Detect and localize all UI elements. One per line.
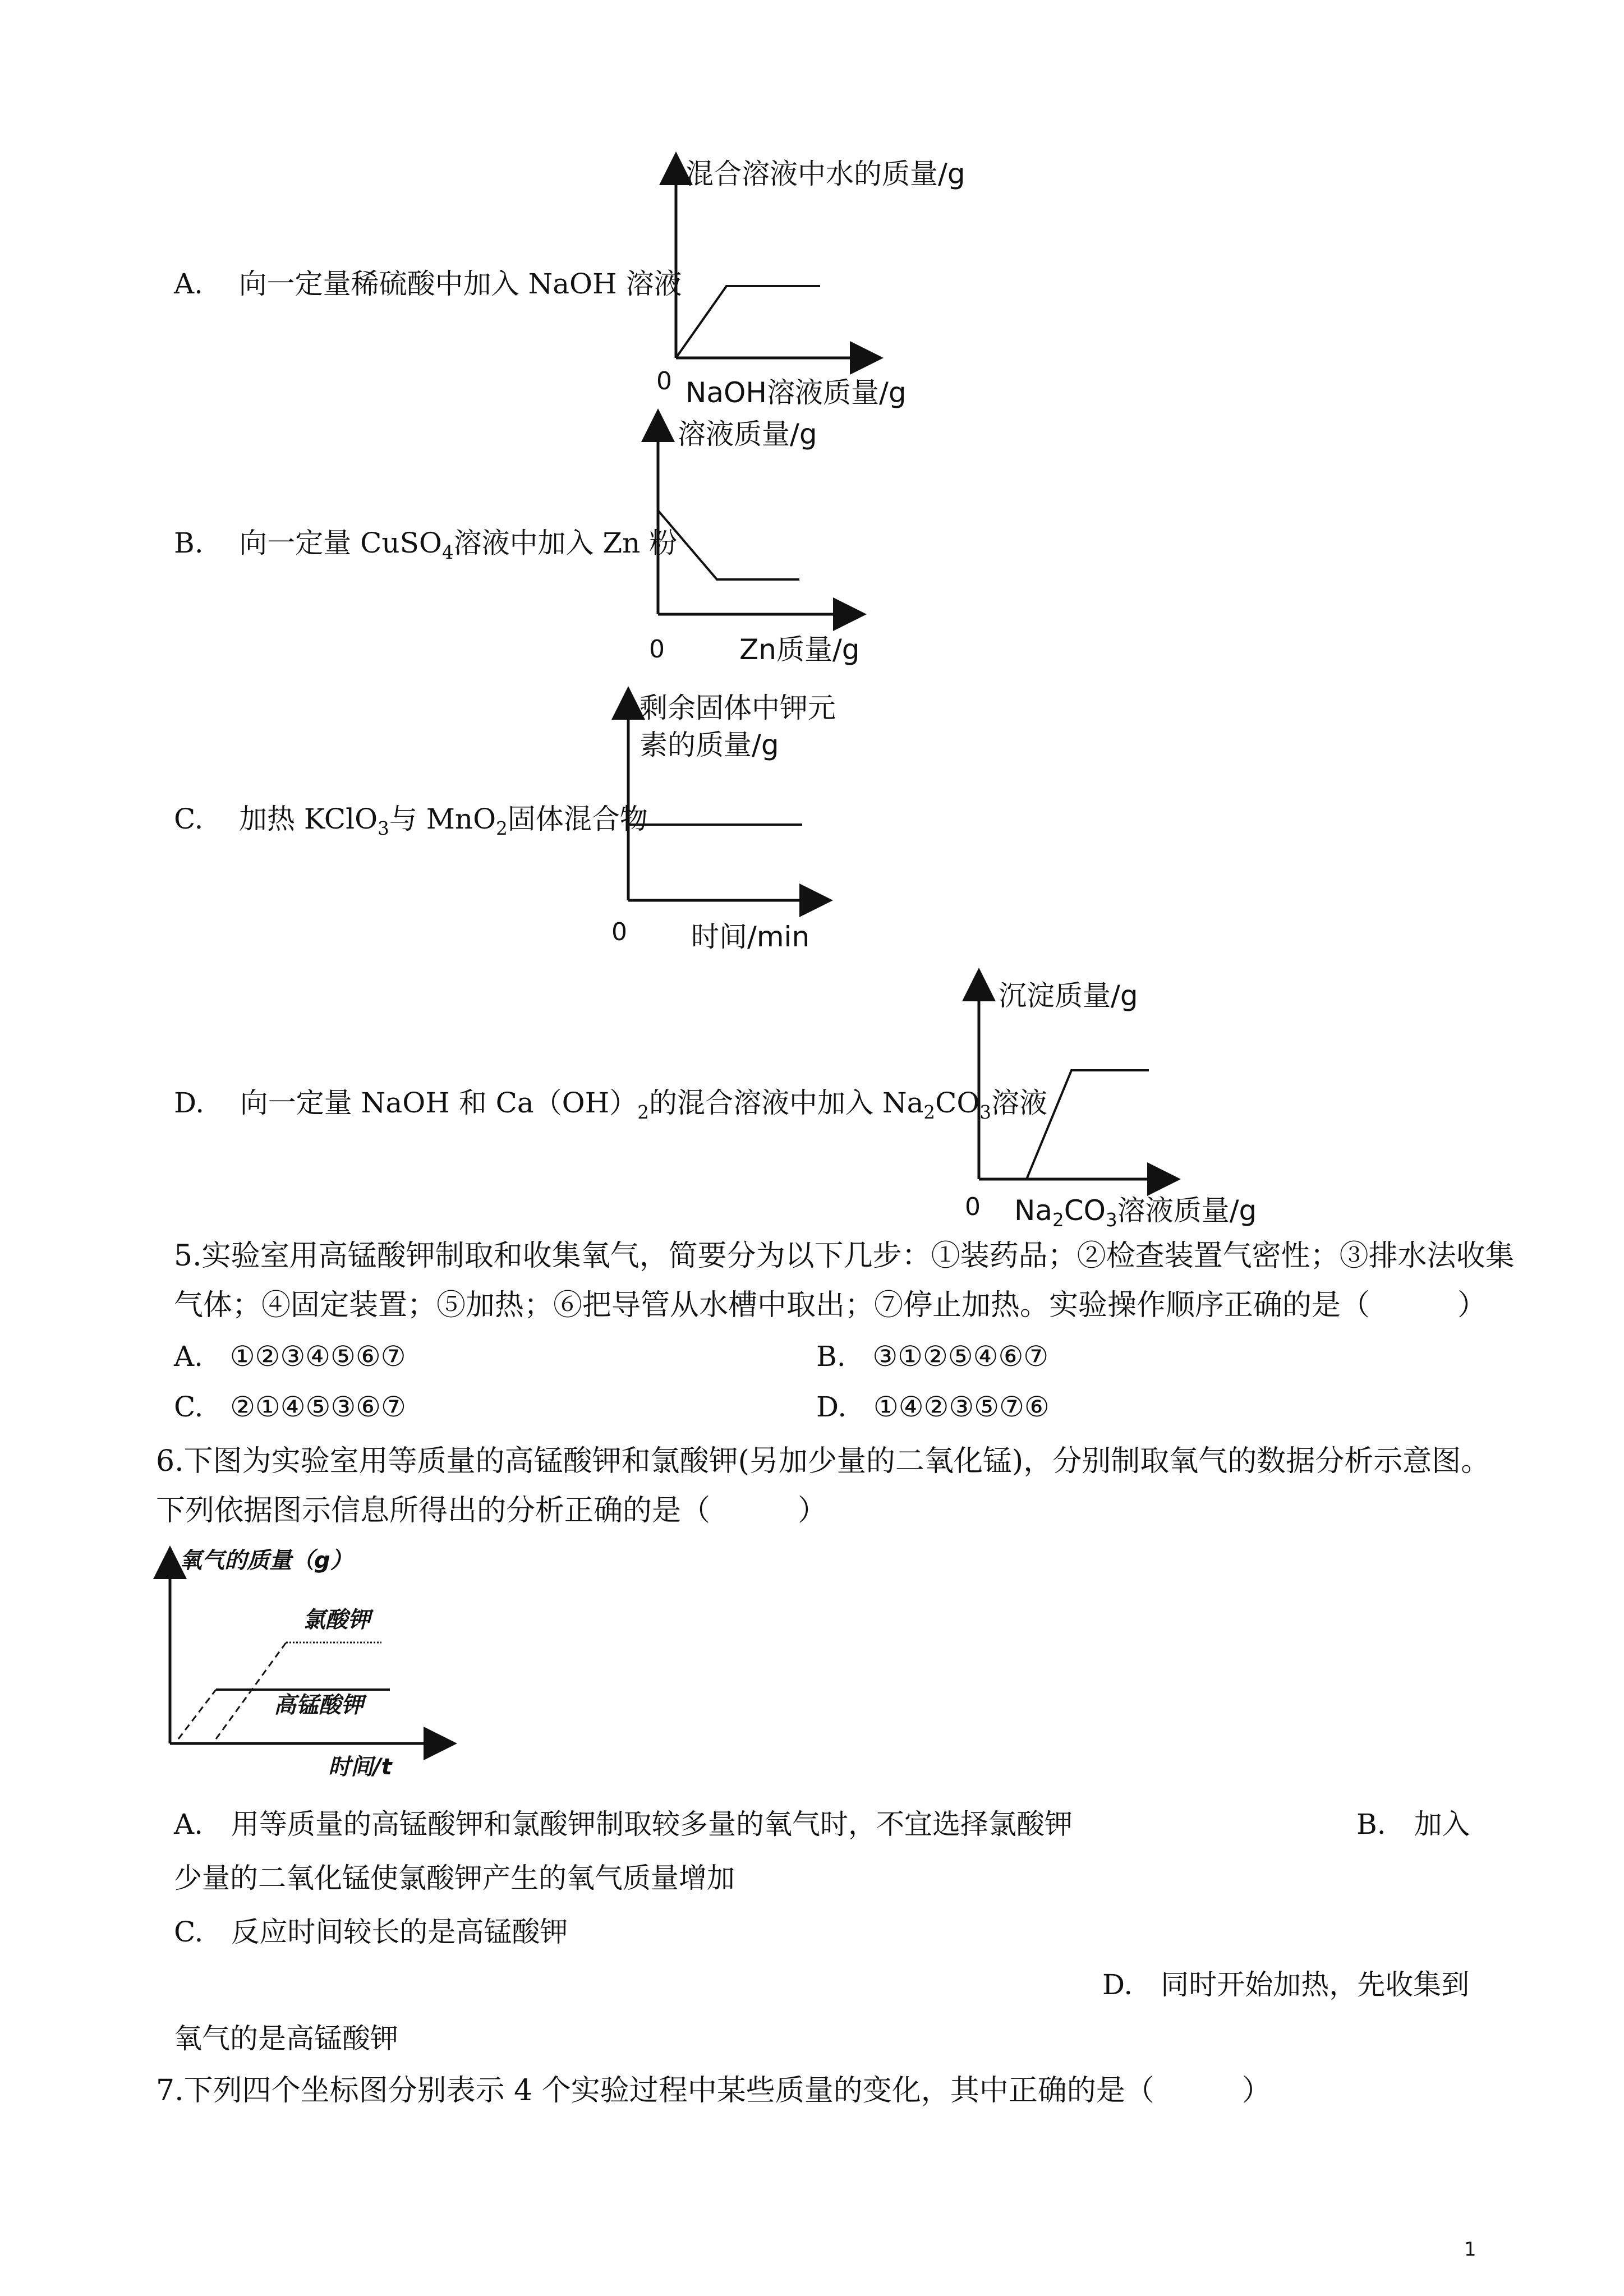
option-letter: A. — [174, 268, 204, 300]
chart-b-line — [658, 510, 799, 579]
q6-option-d-tail: 氧气的是高锰酸钾 — [174, 2022, 398, 2055]
chart-c-xlabel: 时间/min — [691, 921, 810, 953]
chart-b-xlabel: Zn质量/g — [739, 633, 860, 666]
chart-b-ylabel: 溶液质量/g — [678, 418, 817, 450]
option-letter: C. — [174, 1391, 204, 1423]
q5-option-c — [174, 1390, 406, 1424]
chart-d-line — [1027, 1070, 1149, 1179]
xlabel-part: Na — [1014, 1194, 1053, 1227]
page-number: 1 — [1464, 2238, 1476, 2261]
option-text: 的混合溶液中加入 Na — [648, 1087, 924, 1119]
chart-c-origin: 0 — [611, 918, 627, 946]
subscript: 4 — [441, 542, 454, 563]
chart-b-origin: 0 — [649, 635, 665, 664]
xlabel-part: CO — [1064, 1194, 1106, 1227]
chart-d-xlabel — [1014, 1194, 1257, 1237]
option-text: 固体混合物 — [507, 803, 648, 835]
chart-q6-series1-label: 氯酸钾 — [303, 1607, 370, 1633]
chart-c-ylabel-line1: 剩余固体中钾元 — [640, 692, 836, 724]
chart-a-ylabel: 混合溶液中水的质量/g — [686, 158, 965, 190]
q6-stem-line1: 6.下图为实验室用等质量的高锰酸钾和氯酸钾(另加少量的二氧化锰)，分别制取氧气的数据分析示意图。 — [156, 1444, 1490, 1478]
option-text: 向一定量 NaOH 和 Ca（OH） — [240, 1087, 638, 1119]
chart-a-xlabel: NaOH溶液质量/g — [686, 376, 907, 409]
chart-d-origin: 0 — [965, 1193, 981, 1221]
q5-stem-line1: 5.实验室用高锰酸钾制取和收集氧气，简要分为以下几步：①装药品；②检查装置气密性；③排水法收集 — [174, 1239, 1515, 1273]
subscript: 2 — [1052, 1209, 1064, 1231]
option-text: 溶液中加入 Zn 粉 — [453, 527, 678, 559]
chart-q6-series2-label: 高锰酸钾 — [274, 1692, 364, 1718]
option-letter: A. — [174, 1340, 204, 1373]
q5-option-a — [174, 1340, 406, 1373]
subscript: 3 — [378, 818, 389, 839]
chart-d — [979, 984, 1164, 1179]
subscript: 2 — [496, 818, 508, 839]
xlabel-part: 溶液质量/g — [1117, 1194, 1257, 1227]
option-text: ③①②⑤④⑥⑦ — [872, 1340, 1049, 1373]
option-text: 与 MnO — [389, 803, 496, 835]
q6-option-d-head: D. 同时开始加热，先收集到 — [1102, 1968, 1470, 2001]
q5-option-d — [816, 1390, 1050, 1424]
subscript: 2 — [637, 1102, 649, 1123]
subscript: 3 — [979, 1102, 992, 1123]
q6-option-b-head: B. 加入 — [1356, 1808, 1470, 1841]
subscript: 2 — [923, 1102, 936, 1123]
option-text: ①②③④⑤⑥⑦ — [229, 1340, 406, 1373]
chart-c-ylabel-line2: 素的质量/g — [640, 729, 779, 761]
chart-q6-xlabel: 时间/t — [328, 1754, 392, 1780]
option-letter: D. — [174, 1087, 205, 1119]
option-text: 加热 KClO — [238, 803, 378, 835]
chart-a-line — [676, 286, 820, 358]
chart-d-ylabel: 沉淀质量/g — [999, 979, 1138, 1012]
q5-option-b — [816, 1340, 1048, 1373]
option-text: 溶液 — [991, 1087, 1048, 1119]
chart-q6-kmno4-ramp — [178, 1690, 216, 1739]
option-text: ②①④⑤③⑥⑦ — [230, 1391, 406, 1423]
option-text: 向一定量 CuSO — [239, 527, 442, 559]
option-letter: C. — [174, 803, 204, 835]
q5-stem-line2: 气体；④固定装置；⑤加热；⑥把导管从水槽中取出；⑦停止加热。实验操作顺序正确的是（ ） — [174, 1289, 1487, 1322]
q6-option-b-tail: 少量的二氧化锰使氯酸钾产生的氧气质量增加 — [174, 1862, 735, 1894]
option-letter: B. — [174, 527, 204, 559]
chart-a-origin: 0 — [656, 367, 672, 395]
chart-a — [676, 168, 867, 358]
option-text: 向一定量稀硫酸中加入 NaOH 溶液 — [238, 268, 682, 300]
chart-q6-ylabel: 氧气的质量（g） — [180, 1548, 353, 1573]
q6-option-c: C. 反应时间较长的是高锰酸钾 — [174, 1916, 568, 1948]
option-text: ①④②③⑤⑦⑥ — [873, 1391, 1050, 1423]
option-letter: B. — [816, 1340, 846, 1373]
option-letter: D. — [816, 1391, 847, 1423]
q6-stem-line2: 下列依据图示信息所得出的分析正确的是（ ） — [156, 1494, 827, 1527]
q6-option-a: A. 用等质量的高锰酸钾和氯酸钾制取较多量的氧气时，不宜选择氯酸钾 — [174, 1808, 1073, 1841]
subscript: 3 — [1106, 1209, 1117, 1231]
chart-b — [658, 425, 850, 614]
q7-stem: 7.下列四个坐标图分别表示 4 个实验过程中某些质量的变化，其中正确的是（ ） — [156, 2074, 1271, 2108]
option-text: CO — [935, 1087, 980, 1119]
